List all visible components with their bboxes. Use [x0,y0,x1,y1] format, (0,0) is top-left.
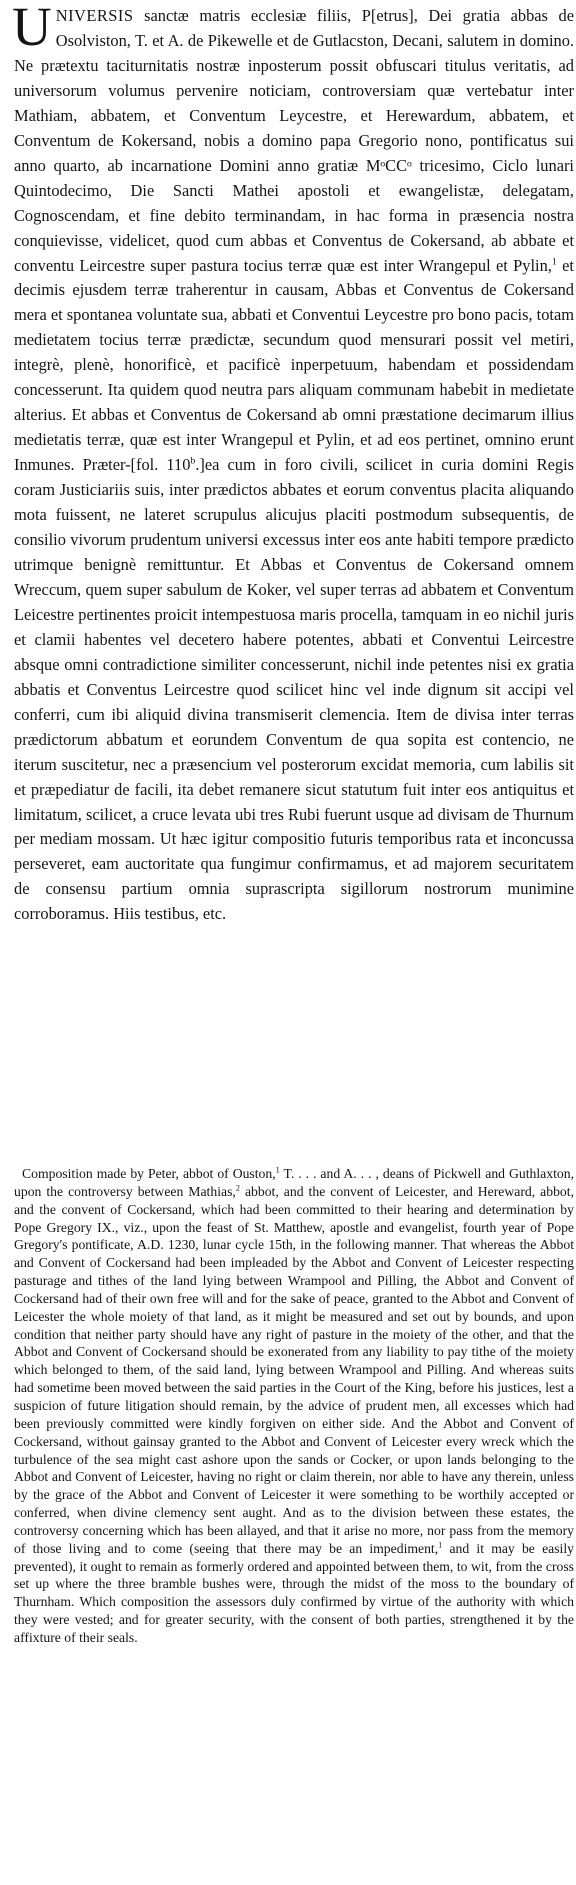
document-page [12,0,575,1645]
english-text-segment: T. . . . and A. . . , deans of Pickwell and Guthlaxton, upon the controversy between Mathias, [14,1166,574,1199]
anno-domini-label: A.D. [137,1237,164,1253]
latin-charter-text [12,0,574,927]
english-text-segment: abbot, and the convent of Leicester, and Hereward, abbot, and the convent of Cockersand, which had been committed to their hearing and determination by Pope Gregory IX., viz., upon the feast of St. Matthew, apostle and evangelist, fourth year of Pope Gregory's pontificate, [14,1183,574,1253]
latin-text-segment: tricesimo, Ciclo lunari Quintodecimo, Die Sancti Mathei apostoli et ewangelistæ, delegatam, Cognoscendam, et fine debito terminandam, in hac forma in præsencia nostra conquievisse, videlicet, quod cum abbas et Conventus de Cokersand, ab abbate et conventu Leircestre super pastura tocius terræ quæ est inter Wrangepul et Pylin, [14,155,574,275]
english-text-segment: and it may be easily prevented), it ought to remain as formerly ordered and appointed between them, to wit, from the cross set up where the three bramble bushes were, through the midst of the moss to the boundary of Thurnham. Which composition the assessors duly confirmed by virtue of the authority with which they were vested; and for greater security, with the consent of both parties, strengthened it by the affixture of their seals. [14,1540,575,1645]
latin-text-segment: sanctæ matris ecclesiæ filiis, P[etrus], Dei gratia abbas de Osolviston, T. et A. de Pikewelle et de Gutlacston, Decani, salutem in domino. Ne prætextu taciturnitatis nostræ inposterum possit obfuscari titulus veritatis, ad universorum volumus pervenire noticiam, controversiam quæ vertebatur inter Mathiam, abbatem, et Conventum Leycestre, et Herewardum, abbatem, et Conventum de Kokersand, nobis a domino papa Gregorio nono, pontificatus sui anno quarto, ab incarnatione Domini anno gratiæ [14,6,574,175]
year-numeral: MᵒCCᵒ [365,155,412,175]
drop-cap: U [12,0,52,57]
footnote-marker: 1 [438,1540,443,1550]
footnote-marker: 2 [235,1183,240,1193]
english-text-segment: Composition made by Peter, abbot of Ouston, [22,1166,276,1181]
folio-superscript: b [190,455,196,467]
footnote-marker: 1 [275,1165,280,1175]
latin-text-segment: .]ea cum in foro civili, scilicet in curia domini Regis coram Justiciariis suis, inter prædictos abbates et eorum conventus placita aliquando mota fuissent, ne lateret scrupulus alicujus placiti postmodum subsequentis, de consilio vivorum prudentum universi excessus inter eos ante habiti tempore prædicto utrimque benignè remittuntur. Et Abbas et Conventus de Cokersand omnem Wreccum, quem super sabulum de Koker, vel super terras ad abbatem et Conventum Leicestre pertinentes proicit intempestuosa maris procella, tamquam in eo nichil juris et clamii habentes vel decetero habere potentes, abbati et Conventui Leircestre absque omni contradictione similiter concesserunt, nichil inde petentes nisi ex gratia abbatis et Conventus Leircestre quod scilicet hinc vel inde dignum sit accipi vel conferri, cum ibi aliquid divina transmiserit clemencia. Item de divisa inter terras prædictorum abbatum et eorundem Conventum de qua sopita est contencio, ne iterum suscitetur, nec a præsencium vel posterorum excidat memoria, cum labilis sit et præpediatur de facili, ita debet remanere sicut statutum fuit inter eos antiquitus et limitatum, scilicet, a cruce levata ubi tres Rubi fuerunt usque ad divisam de Thurnum per mediam mossam. Ut hæc igitur compositio futuris temporibus rata et inconcussa perseveret, eam auctoritate qua fungimur confirmamus, et ad majorem securitatem de consensu partium omnia suprascripta sigillorum nostrorum munimine corroboramus. Hiis testibus, etc. [14,455,574,924]
footnote-marker: 1 [551,256,557,268]
opening-word: NIVERSIS [55,6,134,25]
english-text-segment: 1230, lunar cycle 15th, in the following manner. That whereas the Abbot and Convent of Cockersand had been impleaded by the Abbot and Convent of Leicester respecting pasturage and tithes of the land lying between Wrampool and Pilling, the Abbot and Convent of Cockersand had of their own free will and for the sake of peace, granted to the Abbot and Convent of Leicester the whole moiety of that land, as it might be measured and set out by bounds, and upon condition that neither party should have any right of pasture in the moiety of the other, and that the Abbot and Convent of Cockersand should be exonerated from any liability to pay tithe of the moiety which belonged to them, of the said land, lying between Wrampool and Pilling. And whereas suits had sometime been moved between the said parties in the Court of the King, before his justices, lest a suspicion of future litigation should remain, by the advice of prudent men, all excesses which had been previously committed were kindly forgiven on either side. And the Abbot and Convent of Cockersand, without gainsay granted to the Abbot and Convent of Leicester every wreck which the turbulence of the sea might cast ashore upon the sands or Cocker, or upon lands belonging to the Abbot and Convent of Leicester, having no right or claim therein, nor able to have any therein, unless by the grace of the Abbot and Convent of Leicester it were something to be worthily accepted or conferred, when divine clemency sent aught. And as to the division between these estates, the controversy concerning which has been allayed, and that it arise no more, nor pass from the memory of those living and to come (seeing that there may be an impediment, [14,1237,574,1556]
latin-text-segment: et decimis ejusdem terræ traherentur in causam, Abbas et Conventus de Cokersand mera et spontanea voluntate sua, abbati et Conventui Leycestre pro bono pacis, totam medietatem tocius terræ prædictæ, secundum quod mensurari possit vel metiri, integrè, plenè, honorificè, et pacificè inperpetuum, habendam et possidendam concesserunt. Ita quidem quod neutra pars aliquam communam habebit in medietate alterius. Et abbas et Conventus de Cokersand ab omni præstatione decimarum illius medietatis terræ, quæ est inter Wrangepul et Pylin, et ad eos pertinet, omnino erunt Inmunes. Præter-[fol. 110 [14,255,574,475]
english-summary-text [14,1165,574,1647]
